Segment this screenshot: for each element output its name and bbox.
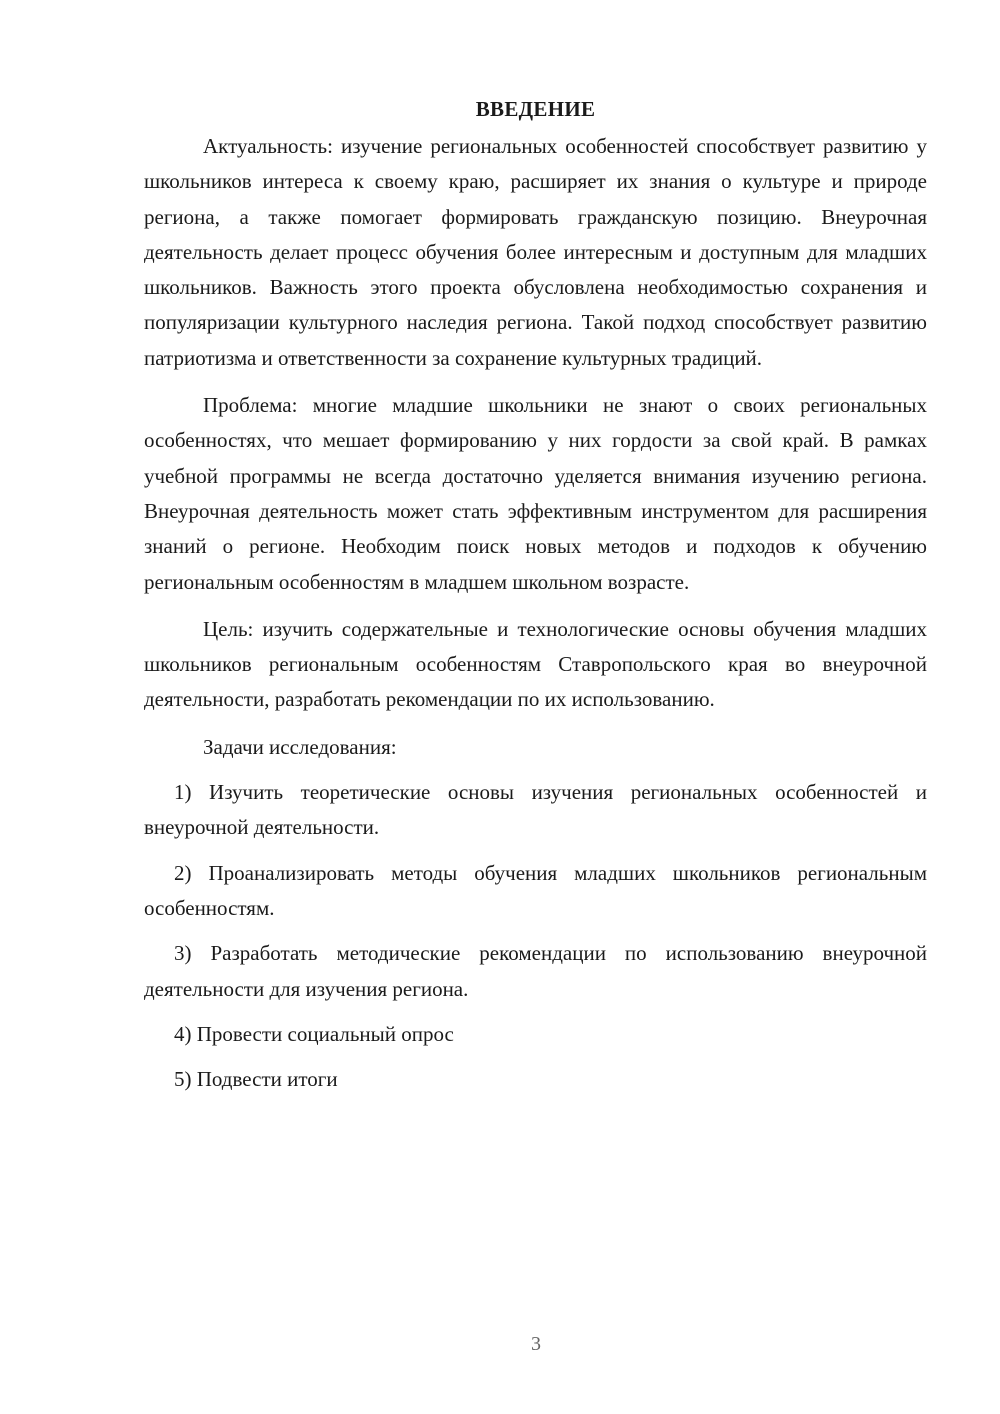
task-item-5: 5) Подвести итоги [174,1067,338,1092]
task-item-3: 3) Разработать методические рекомендации по использованию внеурочной деятельности для изучения региона. [144,941,927,1001]
task-item-4: 4) Провести социальный опрос [174,1021,454,1046]
paragraph-problem: Проблема: многие младшие школьники не знают о своих региональных особенностях, что мешает формированию у них гордости за свой край. В рамках учебной программы не всегда достаточно уделяется внимания изучению региона. Внеурочная деятельность может стать эффективным инструментом для расширения знаний о регионе. Необходим поиск новых методов и подходов к обучению региональным особенностям в младшем школьном возрасте. [144,393,927,594]
tasks-header: Задачи исследования: [203,734,397,759]
paragraph-relevance: Актуальность: изучение региональных особенностей способствует развитию у школьников интереса к своему краю, расширяет их знания о культуре и природе региона, а также помогает формировать гражданскую позицию. Внеурочная деятельность делает процесс обучения более интересным и доступным для младших школьников. Важность этого проекта обусловлена необходимостью сохранения и популяризации культурного наследия региона. Такой подход способствует развитию патриотизма и ответственности за сохранение культурных традиций. [144,134,927,370]
paragraph-goal: Цель: изучить содержательные и технологические основы обучения младших школьников региональным особенностям Ставропольского края во внеурочной деятельности, разработать рекомендации по их использованию. [144,616,927,712]
document-title: ВВЕДЕНИЕ [475,97,596,121]
task-item-2: 2) Проанализировать методы обучения младших школьников региональным особенностям. [144,860,927,920]
task-item-1: 1) Изучить теоретические основы изучения региональных особенностей и внеурочной деятельности. [144,780,927,840]
page-number: 3 [531,1333,541,1355]
document-page [144,92,927,1107]
